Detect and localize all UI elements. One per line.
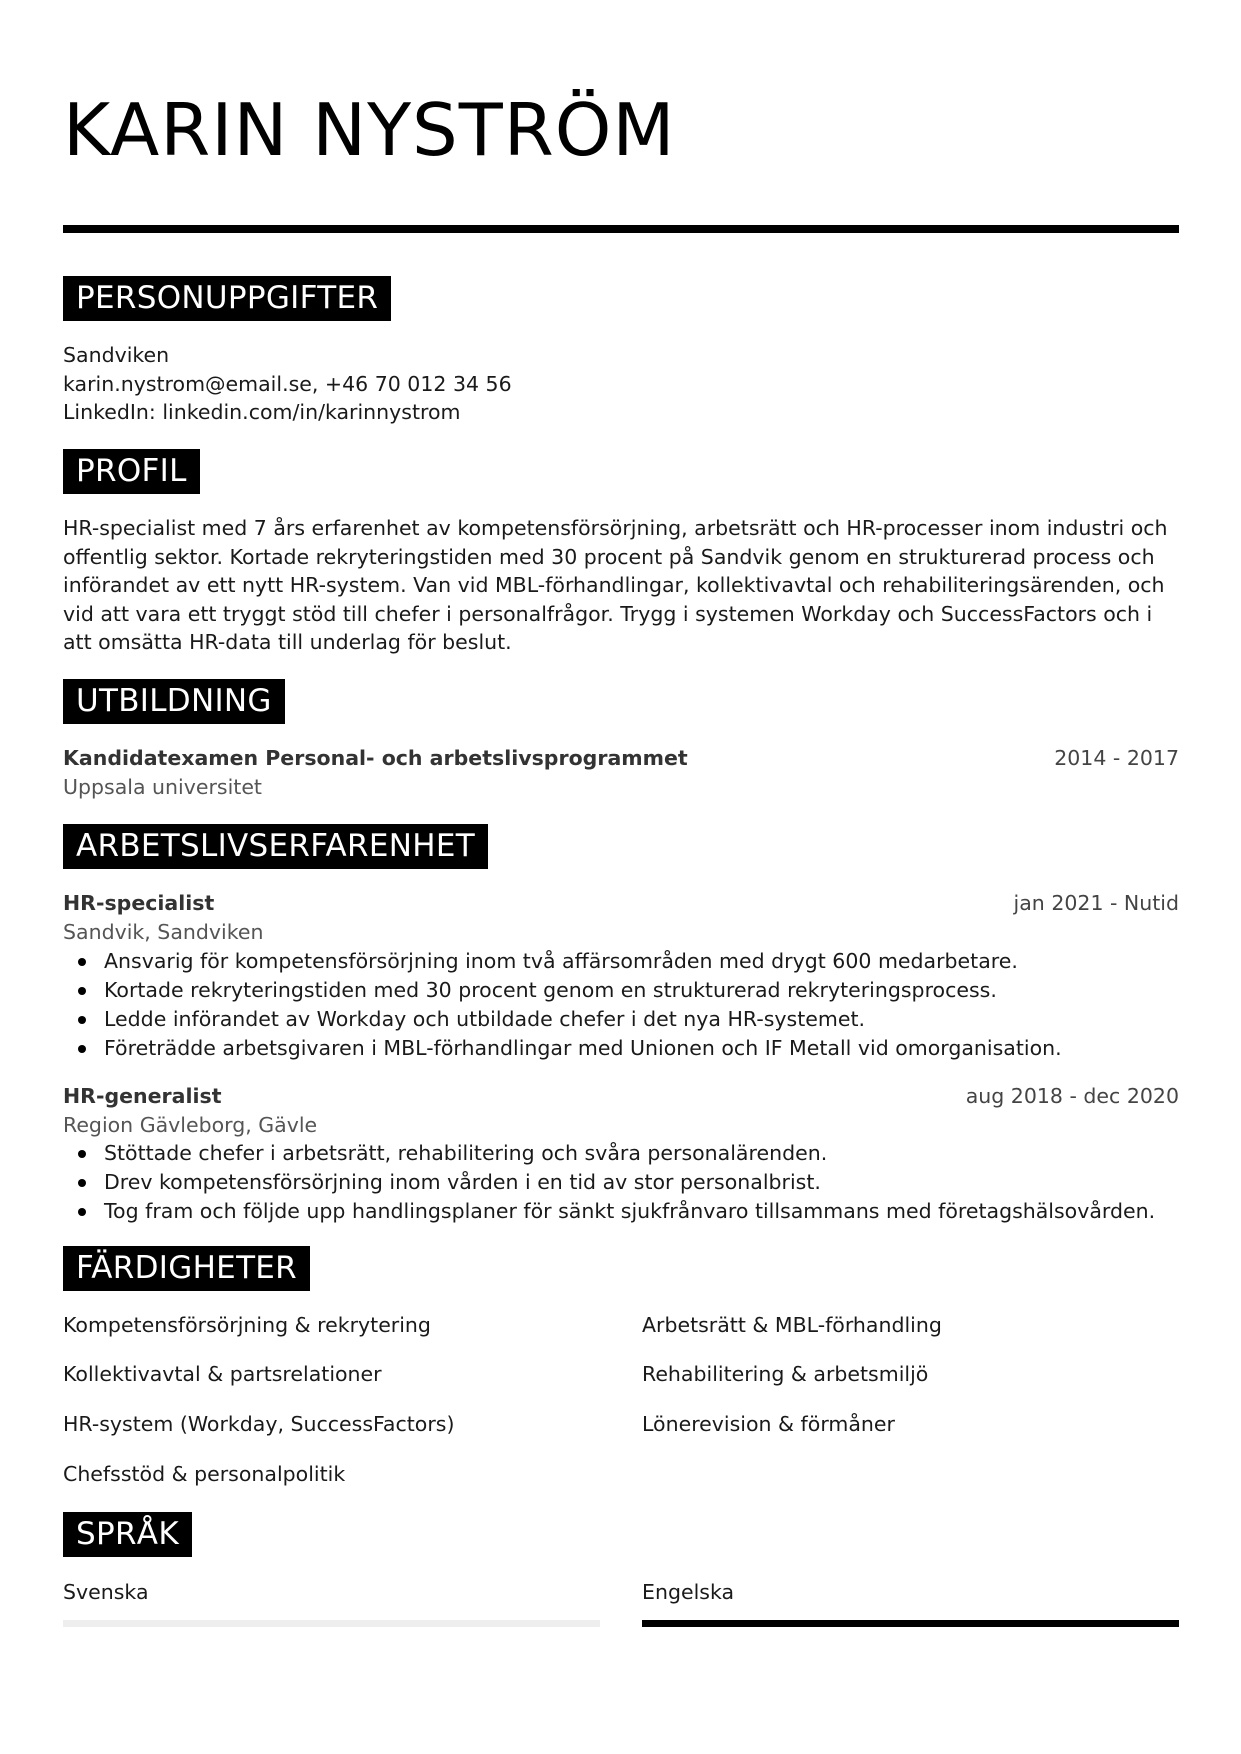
skill-item: Rehabilitering & arbetsmiljö	[642, 1362, 929, 1386]
heading-education: UTBILDNING	[63, 679, 285, 724]
bullet-icon	[78, 987, 86, 995]
candidate-name: KARIN NYSTRÖM	[63, 88, 676, 172]
job-employer: Sandvik, Sandviken	[63, 920, 264, 944]
education-school: Uppsala universitet	[63, 775, 262, 799]
job-bullets	[63, 1139, 1155, 1226]
job-date: jan 2021 - Nutid	[1013, 891, 1179, 915]
job-bullet	[63, 976, 1062, 1005]
language-level-fill	[642, 1620, 1179, 1627]
job-bullet	[63, 947, 1062, 976]
job-bullet	[63, 1197, 1155, 1226]
bullet-text: Drev kompetensförsörjning inom vården i en tid av stor personalbrist.	[104, 1170, 821, 1194]
heading-skills: FÄRDIGHETER	[63, 1246, 310, 1291]
job-bullet	[63, 1034, 1062, 1063]
language-name: Svenska	[63, 1580, 149, 1604]
skill-item: Kompetensförsörjning & rekrytering	[63, 1313, 431, 1337]
skill-item: Arbetsrätt & MBL-förhandling	[642, 1313, 942, 1337]
skill-item: HR-system (Workday, SuccessFactors)	[63, 1412, 455, 1436]
language-level-bar	[642, 1620, 1179, 1627]
bullet-text: Tog fram och följde upp handlingsplaner för sänkt sjukfrånvaro tillsammans med företagshälsovården.	[104, 1199, 1156, 1223]
profile-line: vid att vara ett tryggt stöd till chefer i personalfrågor. Trygg i systemen Workday och SuccessFactors och i	[63, 602, 1153, 626]
language-name: Engelska	[642, 1580, 735, 1604]
job-bullet	[63, 1005, 1062, 1034]
heading-personal: PERSONUPPGIFTER	[63, 276, 391, 321]
bullet-icon	[78, 1208, 86, 1216]
skill-item: Lönerevision & förmåner	[642, 1412, 895, 1436]
profile-line: offentlig sektor. Kortade rekryteringstiden med 30 procent på Sandvik genom en strukturerad process och	[63, 545, 1155, 569]
bullet-icon	[78, 1016, 86, 1024]
profile-line: införandet av ett nytt HR-system. Van vid MBL-förhandlingar, kollektivavtal och rehabiliteringsärenden, och	[63, 573, 1165, 597]
header-divider	[63, 225, 1179, 233]
bullet-text: Stöttade chefer i arbetsrätt, rehabilitering och svåra personalärenden.	[104, 1141, 828, 1165]
job-bullets	[63, 947, 1062, 1063]
heading-languages: SPRÅK	[63, 1512, 192, 1557]
profile-line: HR-specialist med 7 års erfarenhet av kompetensförsörjning, arbetsrätt och HR-processer inom industri och	[63, 516, 1168, 540]
bullet-text: Företrädde arbetsgivaren i MBL-förhandlingar med Unionen och IF Metall vid omorganisation.	[104, 1036, 1062, 1060]
job-bullet	[63, 1139, 1155, 1168]
bullet-text: Kortade rekryteringstiden med 30 procent genom en strukturerad rekryteringsprocess.	[104, 978, 997, 1002]
personal-location: Sandviken	[63, 343, 170, 367]
job-title: HR-generalist	[63, 1084, 222, 1108]
skill-item: Chefsstöd & personalpolitik	[63, 1462, 346, 1486]
bullet-text: Ansvarig för kompetensförsörjning inom två affärsområden med drygt 600 medarbetare.	[104, 949, 1018, 973]
education-degree: Kandidatexamen Personal- och arbetslivsprogrammet	[63, 746, 688, 770]
job-employer: Region Gävleborg, Gävle	[63, 1113, 318, 1137]
heading-profile: PROFIL	[63, 449, 200, 494]
heading-experience: ARBETSLIVSERFARENHET	[63, 824, 488, 869]
bullet-text: Ledde införandet av Workday och utbildade chefer i det nya HR-systemet.	[104, 1007, 866, 1031]
job-date: aug 2018 - dec 2020	[965, 1084, 1179, 1108]
skill-item: Kollektivavtal & partsrelationer	[63, 1362, 382, 1386]
resume-page	[63, 0, 1179, 1754]
bullet-icon	[78, 1045, 86, 1053]
bullet-icon	[78, 1150, 86, 1158]
bullet-icon	[78, 1179, 86, 1187]
job-title: HR-specialist	[63, 891, 215, 915]
personal-linkedin: LinkedIn: linkedin.com/in/karinnystrom	[63, 400, 461, 424]
education-date: 2014 - 2017	[1054, 746, 1179, 770]
personal-contact: karin.nystrom@email.se, +46 70 012 34 56	[63, 372, 512, 396]
job-bullet	[63, 1168, 1155, 1197]
bullet-icon	[78, 958, 86, 966]
language-level-bar	[63, 1620, 600, 1627]
profile-line: att omsätta HR-data till underlag för beslut.	[63, 630, 512, 654]
